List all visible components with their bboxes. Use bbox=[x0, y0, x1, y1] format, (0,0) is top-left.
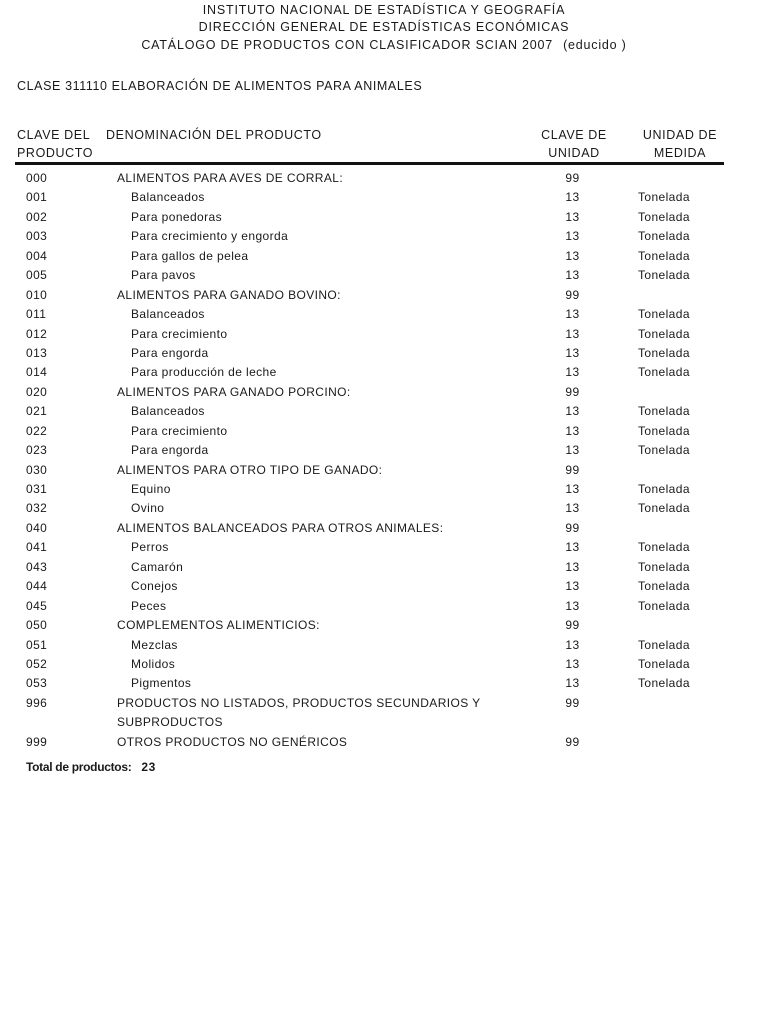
product-name: Peces bbox=[131, 598, 167, 613]
product-name: Pigmentos bbox=[131, 676, 192, 691]
unit-measure: Tonelada bbox=[638, 637, 690, 652]
unit-measure: Tonelada bbox=[638, 209, 690, 224]
unit-key: 13 bbox=[565, 559, 580, 574]
table-row bbox=[0, 654, 768, 673]
product-name: Perros bbox=[131, 540, 169, 555]
table-row bbox=[0, 207, 768, 226]
unit-key: 13 bbox=[565, 404, 580, 419]
product-name: Equino bbox=[131, 482, 171, 496]
product-name: Balanceados bbox=[131, 190, 205, 205]
unit-measure: Tonelada bbox=[638, 307, 690, 322]
unit-key: 13 bbox=[565, 268, 580, 283]
product-code: 044 bbox=[26, 579, 48, 594]
unit-measure: Tonelada bbox=[638, 190, 690, 205]
product-code: 053 bbox=[26, 676, 48, 691]
unit-key: 13 bbox=[565, 637, 580, 652]
unit-measure: Tonelada bbox=[638, 540, 690, 555]
table-row bbox=[0, 324, 768, 343]
table-row bbox=[0, 498, 768, 517]
product-code: 013 bbox=[26, 345, 48, 360]
unit-key: 13 bbox=[565, 540, 580, 555]
table-row bbox=[0, 576, 768, 595]
product-name: Conejos bbox=[131, 579, 178, 594]
unit-measure: Tonelada bbox=[638, 423, 690, 438]
product-name: Balanceados bbox=[131, 307, 205, 322]
catalog-title: CATÁLOGO DE PRODUCTOS CON CLASIFICADOR SCIAN 2007 bbox=[141, 38, 554, 52]
column-header-product-key bbox=[17, 126, 93, 162]
header-catalog bbox=[0, 36, 768, 54]
product-code: 022 bbox=[26, 423, 48, 438]
table-row bbox=[0, 246, 768, 265]
unit-key: 13 bbox=[565, 676, 580, 691]
unit-measure: Tonelada bbox=[638, 443, 690, 458]
product-code: 001 bbox=[26, 190, 48, 205]
unit-key: 13 bbox=[565, 190, 580, 205]
unit-measure: Tonelada bbox=[638, 501, 690, 516]
unit-key: 13 bbox=[565, 345, 580, 360]
unit-measure: Tonelada bbox=[638, 404, 690, 419]
unit-key: 13 bbox=[565, 501, 580, 516]
product-name: Mezclas bbox=[131, 637, 178, 652]
column-header-unit-key bbox=[535, 126, 613, 162]
unit-key: 13 bbox=[565, 229, 580, 244]
table-row bbox=[0, 421, 768, 440]
unit-key: 99 bbox=[565, 384, 580, 399]
product-code: 032 bbox=[26, 501, 48, 516]
unit-key: 99 bbox=[565, 287, 580, 302]
header-institute: INSTITUTO NACIONAL DE ESTADÍSTICA Y GEOGRAFÍA bbox=[202, 3, 566, 17]
product-code: 996 bbox=[26, 695, 48, 710]
product-name: Para crecimiento bbox=[131, 326, 228, 341]
product-name: Para crecimiento y engorda bbox=[131, 229, 289, 244]
product-code: 010 bbox=[26, 287, 48, 302]
column-header-line: PRODUCTO bbox=[17, 146, 94, 160]
unit-measure: Tonelada bbox=[638, 559, 690, 574]
product-code: 031 bbox=[26, 482, 48, 496]
product-code: 052 bbox=[26, 656, 48, 671]
product-code: 023 bbox=[26, 443, 48, 458]
unit-key: 13 bbox=[565, 579, 580, 594]
unit-measure: Tonelada bbox=[638, 345, 690, 360]
unit-key: 99 bbox=[565, 618, 580, 633]
product-code: 011 bbox=[26, 307, 47, 322]
product-name: Ovino bbox=[131, 501, 165, 516]
catalog-subtitle: (educido ) bbox=[563, 38, 627, 52]
table-row bbox=[0, 673, 768, 692]
product-name: Camarón bbox=[131, 559, 184, 574]
unit-measure: Tonelada bbox=[638, 248, 690, 263]
product-name: Molidos bbox=[131, 656, 176, 671]
table-row bbox=[0, 615, 768, 634]
product-name: ALIMENTOS PARA GANADO PORCINO: bbox=[117, 384, 351, 399]
unit-key: 99 bbox=[565, 171, 580, 185]
unit-measure: Tonelada bbox=[638, 656, 690, 671]
product-code: 014 bbox=[26, 365, 48, 380]
column-header-product-name bbox=[106, 126, 322, 144]
header-direction: DIRECCIÓN GENERAL DE ESTADÍSTICAS ECONÓMICAS bbox=[198, 20, 570, 34]
product-code: 999 bbox=[26, 734, 48, 749]
unit-key: 13 bbox=[565, 248, 580, 263]
product-code: 004 bbox=[26, 248, 48, 263]
product-code: 040 bbox=[26, 520, 48, 535]
unit-measure: Tonelada bbox=[638, 598, 690, 613]
unit-key: 13 bbox=[565, 598, 580, 613]
product-code: 051 bbox=[26, 637, 48, 652]
product-name: Para ponedoras bbox=[131, 209, 222, 224]
unit-measure: Tonelada bbox=[638, 579, 690, 594]
unit-key: 13 bbox=[565, 209, 580, 224]
unit-key: 13 bbox=[565, 482, 580, 496]
product-code: 012 bbox=[26, 326, 48, 341]
total-label: Total de productos: bbox=[26, 760, 132, 774]
table-row bbox=[0, 537, 768, 556]
unit-key: 99 bbox=[565, 695, 580, 710]
column-header-line: CLAVE DEL bbox=[17, 128, 91, 142]
table-row bbox=[0, 304, 768, 323]
unit-measure: Tonelada bbox=[638, 229, 690, 244]
table-row bbox=[0, 635, 768, 654]
product-name: Balanceados bbox=[131, 404, 205, 419]
unit-key: 99 bbox=[565, 520, 580, 535]
column-header-line: UNIDAD bbox=[548, 146, 600, 160]
unit-key: 13 bbox=[565, 423, 580, 438]
column-header-line: MEDIDA bbox=[653, 146, 707, 160]
product-code: 021 bbox=[26, 404, 48, 419]
unit-key: 13 bbox=[565, 656, 580, 671]
column-header-unit-measure bbox=[640, 126, 720, 162]
table-row bbox=[0, 168, 768, 187]
product-code: 045 bbox=[26, 598, 48, 613]
unit-measure: Tonelada bbox=[638, 268, 690, 283]
header-rule bbox=[15, 162, 724, 165]
unit-measure: Tonelada bbox=[638, 326, 690, 341]
table-row bbox=[0, 362, 768, 381]
total-value: 23 bbox=[141, 760, 156, 774]
product-name: ALIMENTOS PARA OTRO TIPO DE GANADO: bbox=[117, 462, 383, 477]
product-name: Para engorda bbox=[131, 443, 209, 458]
product-code: 005 bbox=[26, 268, 48, 283]
product-name: Para engorda bbox=[131, 345, 209, 360]
table-row bbox=[0, 187, 768, 206]
product-name: Para crecimiento bbox=[131, 423, 228, 438]
product-table bbox=[0, 168, 768, 751]
table-row bbox=[0, 596, 768, 615]
product-code: 041 bbox=[26, 540, 48, 555]
product-name: Para pavos bbox=[131, 268, 196, 283]
product-name: PRODUCTOS NO LISTADOS, PRODUCTOS SECUNDARIOS Y SUBPRODUCTOS bbox=[117, 695, 481, 730]
product-name: ALIMENTOS PARA AVES DE CORRAL: bbox=[117, 171, 344, 185]
unit-key: 13 bbox=[565, 365, 580, 380]
unit-key: 99 bbox=[565, 734, 580, 749]
column-header-line: UNIDAD DE bbox=[642, 128, 718, 142]
unit-measure: Tonelada bbox=[638, 365, 690, 380]
table-row bbox=[0, 693, 768, 732]
table-row bbox=[0, 265, 768, 284]
product-code: 050 bbox=[26, 618, 48, 633]
unit-key: 99 bbox=[565, 462, 580, 477]
column-header-line: CLAVE DE bbox=[541, 128, 607, 142]
product-code: 000 bbox=[26, 171, 48, 185]
table-row bbox=[0, 732, 768, 751]
table-row bbox=[0, 518, 768, 537]
product-code: 020 bbox=[26, 384, 48, 399]
column-header-line: DENOMINACIÓN DEL PRODUCTO bbox=[106, 128, 322, 142]
table-row bbox=[0, 285, 768, 304]
product-name: ALIMENTOS PARA GANADO BOVINO: bbox=[117, 287, 341, 302]
table-row bbox=[0, 226, 768, 245]
table-row bbox=[0, 479, 768, 498]
product-name: OTROS PRODUCTOS NO GENÉRICOS bbox=[117, 734, 348, 749]
table-row bbox=[0, 382, 768, 401]
unit-key: 13 bbox=[565, 326, 580, 341]
product-name: Para gallos de pelea bbox=[131, 248, 249, 263]
product-code: 002 bbox=[26, 209, 48, 224]
table-row bbox=[0, 460, 768, 479]
product-code: 043 bbox=[26, 559, 48, 574]
unit-key: 13 bbox=[565, 307, 580, 322]
table-row bbox=[0, 343, 768, 362]
unit-key: 13 bbox=[565, 443, 580, 458]
product-code: 030 bbox=[26, 462, 48, 477]
class-title: CLASE 311110 ELABORACIÓN DE ALIMENTOS PARA ANIMALES bbox=[17, 79, 423, 93]
table-row bbox=[0, 440, 768, 459]
table-row bbox=[0, 557, 768, 576]
product-name: COMPLEMENTOS ALIMENTICIOS: bbox=[117, 618, 320, 633]
product-code: 003 bbox=[26, 229, 48, 244]
product-name: ALIMENTOS BALANCEADOS PARA OTROS ANIMALES: bbox=[117, 520, 444, 535]
product-name: Para producción de leche bbox=[131, 365, 277, 380]
unit-measure: Tonelada bbox=[638, 676, 690, 691]
unit-measure: Tonelada bbox=[638, 482, 690, 496]
table-row bbox=[0, 401, 768, 420]
total-products bbox=[26, 760, 156, 774]
